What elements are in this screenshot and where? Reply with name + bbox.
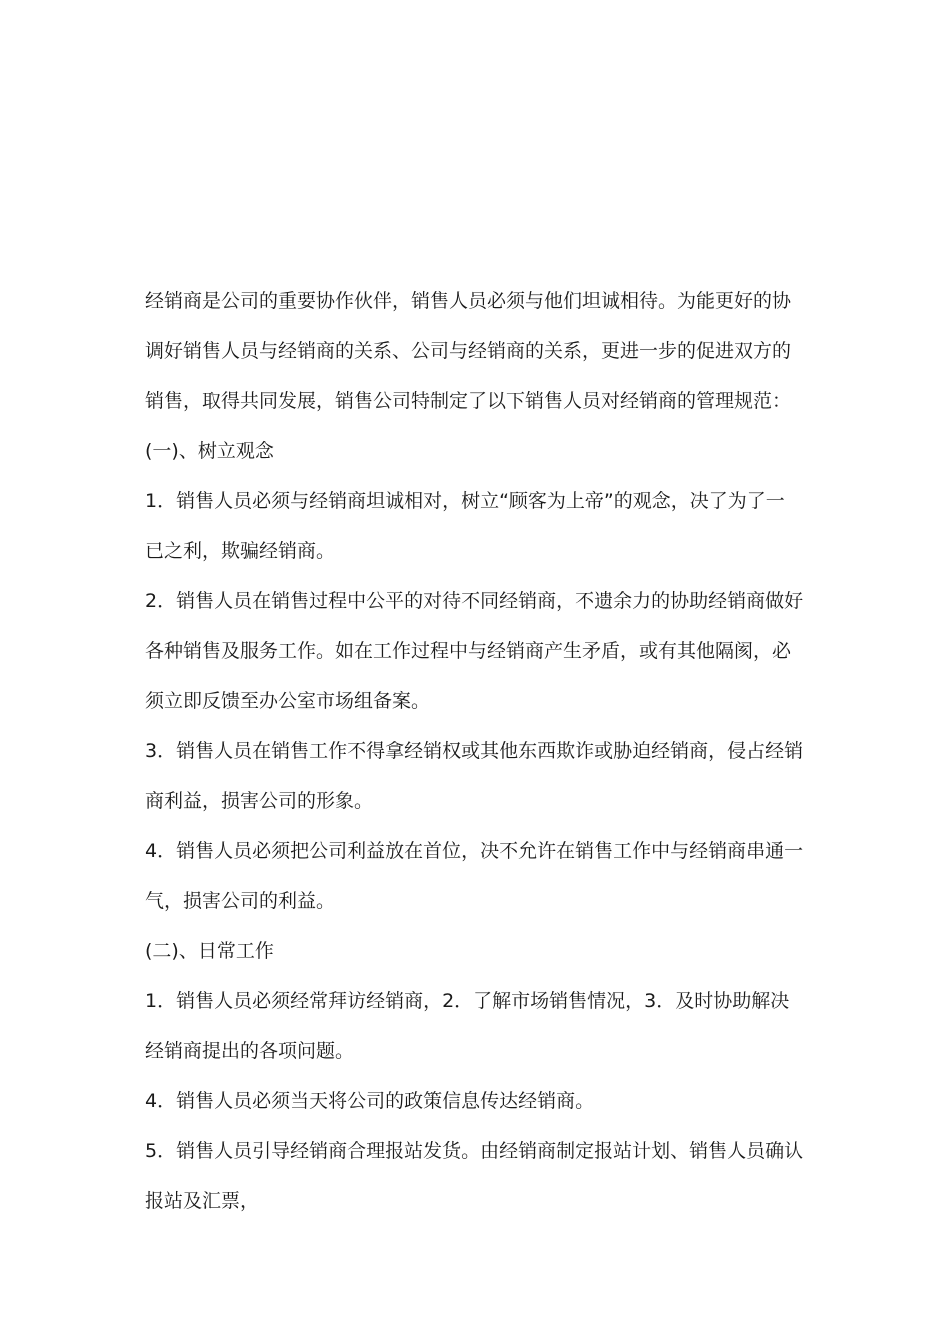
text-line: 经销商提出的各项问题。: [145, 1040, 355, 1062]
text-line: 1．销售人员必须与经销商坦诚相对，树立“顾客为上帝”的观念，决了为了一: [145, 490, 785, 512]
text-line: 4．销售人员必须当天将公司的政策信息传达经销商。: [145, 1090, 595, 1112]
section-heading: (二)、日常工作: [145, 940, 274, 962]
text-line: 销售，取得共同发展，销售公司特制定了以下销售人员对经销商的管理规范：: [145, 390, 792, 412]
text-line: 商利益，损害公司的形象。: [145, 790, 374, 812]
text-line: 各种销售及服务工作。如在工作过程中与经销商产生矛盾，或有其他隔阂，必: [145, 640, 792, 662]
text-line: 5．销售人员引导经销商合理报站发货。由经销商制定报站计划、销售人员确认: [145, 1140, 804, 1162]
text-line: 4．销售人员必须把公司利益放在首位，决不允许在销售工作中与经销商串通一: [145, 840, 804, 862]
text-line: 须立即反馈至办公室市场组备案。: [145, 690, 431, 712]
text-line: 1．销售人员必须经常拜访经销商，2．了解市场销售情况，3．及时协助解决: [145, 990, 790, 1012]
text-line: 报站及汇票，: [145, 1190, 260, 1212]
document-body: [145, 276, 810, 1226]
text-line: 调好销售人员与经销商的关系、公司与经销商的关系，更进一步的促进双方的: [145, 340, 792, 362]
text-line: 经销商是公司的重要协作伙伴，销售人员必须与他们坦诚相待。为能更好的协: [145, 290, 792, 312]
text-line: 气，损害公司的利益。: [145, 890, 336, 912]
text-line: 2．销售人员在销售过程中公平的对待不同经销商，不遗余力的协助经销商做好: [145, 590, 804, 612]
text-line: 3．销售人员在销售工作不得拿经销权或其他东西欺诈或胁迫经销商，侵占经销: [145, 740, 804, 762]
section-heading: (一)、树立观念: [145, 440, 274, 462]
text-line: 已之利，欺骗经销商。: [145, 540, 336, 562]
